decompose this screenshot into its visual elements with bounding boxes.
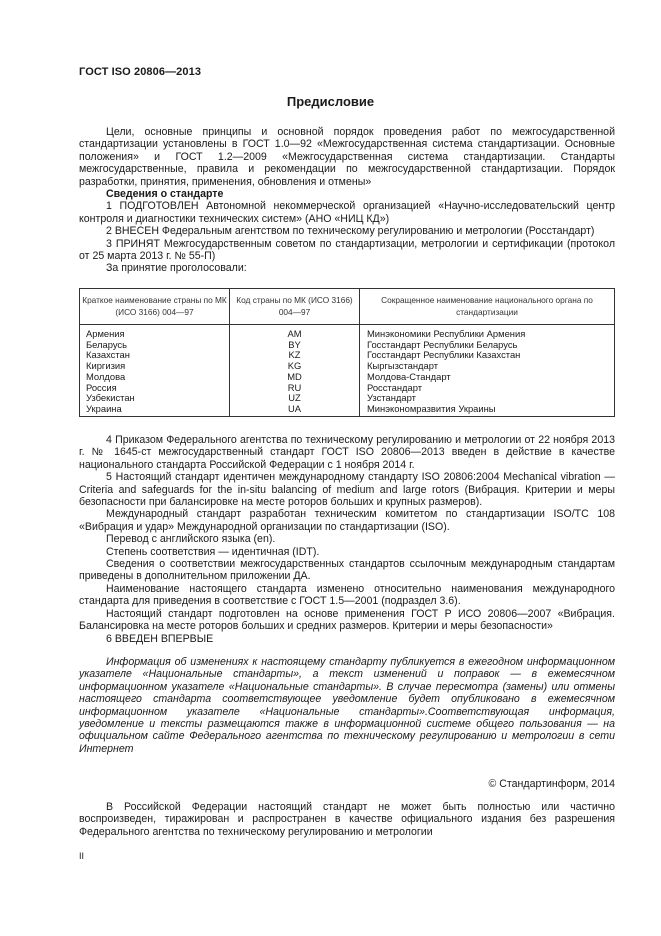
body-cell: Госстандарт Республики Казахстан xyxy=(360,350,615,361)
body-cell: Узстандарт xyxy=(360,393,615,404)
copyright-line: © Стандартинформ, 2014 xyxy=(488,778,615,790)
document-header: ГОСТ ISO 20806—2013 xyxy=(79,66,202,78)
code-cell: KZ xyxy=(230,350,360,361)
change-notice-paragraph: Информация об изменениях к настоящему стандарту публикуется в ежегодном информационном указателе «Национальные стандарты», а текст изменений и поправок — в ежемесячном информационном указателе «Национальные стандарты». В случае пересмотра (замены) или отмены настоящего стандарта соответствующее уведомление будет опубликовано в ежемесячном информационном указателе «Национальные стандарты».Соответствующая информация, уведомление и тексты размещаются также в информационной системе общего пользования — на официальном сайте Федерального агентства по техническому регулированию и метрологии в сети Интернет xyxy=(79,656,615,755)
info-item-3: 3 ПРИНЯТ Межгосударственным советом по стандартизации, метрологии и сертификации (протокол от 25 марта 2013 г. № 55-П) xyxy=(79,237,615,263)
body-cell: Минэкономразвития Украины xyxy=(360,404,615,416)
info-item-1: 1 ПОДГОТОВЛЕН Автономной некоммерческой организацией «Научно-исследовательский центр контроля и диагностики технических систем» (АНО «НИЦ КД») xyxy=(79,200,615,225)
country-cell: Беларусь xyxy=(80,340,230,351)
countries-table xyxy=(79,288,615,417)
body-cell: Кыргызстандарт xyxy=(360,361,615,372)
voted-label: За принятие проголосовали: xyxy=(106,262,247,275)
code-cell: UZ xyxy=(230,393,360,404)
table-row xyxy=(80,361,615,372)
page-title: Предисловие xyxy=(286,94,375,109)
table-row xyxy=(80,325,615,340)
rights-paragraph: В Российской Федерации настоящий стандарт не может быть полностью или частично воспроизведен, тиражирован и распространен в качестве официального издания без разрешения Федерального агентства по техническому регулированию и метрологии xyxy=(79,801,615,838)
country-cell: Украина xyxy=(80,404,230,416)
table-row xyxy=(80,340,615,351)
page-number: II xyxy=(79,851,85,861)
country-cell: Узбекистан xyxy=(80,393,230,404)
table-row xyxy=(80,404,615,416)
translation-paragraph: Перевод с английского языка (en). xyxy=(106,533,276,546)
country-cell: Армения xyxy=(80,325,230,340)
column-header-country: Краткое наименование страны по МК (ИСО 3166) 004—97 xyxy=(80,289,230,325)
section-heading: Сведения о стандарте xyxy=(106,188,224,201)
info-item-6: 6 ВВЕДЕН ВПЕРВЫЕ xyxy=(106,632,214,645)
table-row xyxy=(80,372,615,383)
body-cell: Молдова-Стандарт xyxy=(360,372,615,383)
code-cell: MD xyxy=(230,372,360,383)
intl-standard-paragraph: Международный стандарт разработан техническим комитетом по стандартизации ISO/TC 108 «Вибрация и удар» Международной организации по стандартизации (ISO). xyxy=(79,508,615,533)
table-row xyxy=(80,393,615,404)
table-row xyxy=(80,383,615,394)
country-cell: Россия xyxy=(80,383,230,394)
code-cell: BY xyxy=(230,340,360,351)
intro-paragraph: Цели, основные принципы и основной порядок проведения работ по межгосударственной стандартизации установлены в ГОСТ 1.0—92 «Межгосударственная система стандартизации. Основные положения» и ГОСТ 1.2—2009 «Межгосударственная система стандартизации. Стандарты межгосударственные, правила и рекомендации по межгосударственной стандартизации. Порядок разработки, принятия, применения, обновления и отмены» xyxy=(79,126,615,188)
column-header-body: Сокращенное наименование национального органа по стандартизации xyxy=(360,289,615,325)
code-cell: KG xyxy=(230,361,360,372)
column-header-code: Код страны по МК (ИСО 3166) 004—97 xyxy=(230,289,360,325)
info-item-5: 5 Настоящий стандарт идентичен международному стандарту ISO 20806:2004 Mechanical vibration — Criteria and safeguards for the in-situ balancing of medium and large rotors (Вибрация. Критерии и меры безопасности при балансировке на месте роторов больших и крупных размеров). xyxy=(79,471,615,509)
table-row xyxy=(80,350,615,361)
body-cell: Минэкономики Республики Армения xyxy=(360,325,615,340)
code-cell: AM xyxy=(230,325,360,340)
country-cell: Молдова xyxy=(80,372,230,383)
conformity-paragraph: Степень соответствия — идентичная (IDT). xyxy=(106,545,320,558)
body-cell: Росстандарт xyxy=(360,383,615,394)
basis-paragraph: Настоящий стандарт подготовлен на основе применения ГОСТ Р ИСО 20806—2007 «Вибрация. Балансировка на месте роторов больших и средних размеров. Критерии и меры безопасности» xyxy=(79,607,615,633)
name-change-paragraph: Наименование настоящего стандарта изменено относительно наименования международного стандарта для приведения в соответствие с ГОСТ 1.5—2001 (подраздел 3.6). xyxy=(79,582,615,608)
references-paragraph: Сведения о соответствии межгосударственных стандартов ссылочным международным стандартам приведены в дополнительном приложении ДА. xyxy=(79,558,615,583)
details-section xyxy=(79,434,615,645)
code-cell: UA xyxy=(230,404,360,416)
info-item-2: 2 ВНЕСЕН Федеральным агентством по техническому регулированию и метрологии (Росстандарт) xyxy=(106,225,595,238)
notice-section xyxy=(79,656,615,755)
country-cell: Киргизия xyxy=(80,361,230,372)
table-header-row xyxy=(80,289,615,325)
intro-section xyxy=(79,126,615,275)
info-item-4: 4 Приказом Федерального агентства по техническому регулированию и метрологии от 22 ноября 2013 г. № 1645-ст межгосударственный стандарт ГОСТ ISO 20806—2013 введен в действие в качестве национального стандарта Российской Федерации с 1 ноября 2014 г. xyxy=(79,434,615,471)
body-cell: Госстандарт Республики Беларусь xyxy=(360,340,615,351)
rights-section xyxy=(79,801,615,838)
country-cell: Казахстан xyxy=(80,350,230,361)
code-cell: RU xyxy=(230,383,360,394)
